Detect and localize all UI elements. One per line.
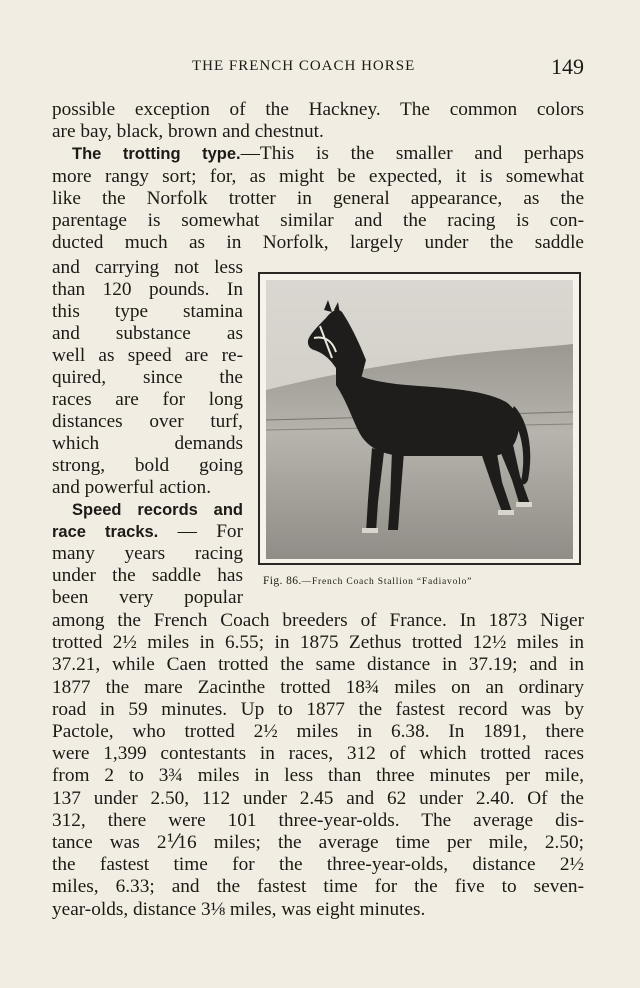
text-line: tance was 2⅟16 miles; the average time per mile, 2.50;	[52, 832, 584, 854]
text-line: road in 59 minutes. Up to 1877 the fastest record was by	[52, 698, 584, 720]
text-line: like the Norfolk trotter in general appearance, as the	[52, 187, 584, 209]
column-line	[52, 521, 243, 543]
text-line: 312, there were 101 three-year-olds. The average dis-	[52, 809, 584, 831]
text-fragment: —This is the smaller and perhaps	[240, 143, 584, 165]
column-line: than 120 pounds. In	[52, 279, 243, 300]
column-line: many years racing	[52, 543, 243, 564]
text-line: miles, 6.33; and the fastest time for the five to seven-	[52, 876, 584, 898]
section-heading-speed-line	[52, 499, 243, 521]
column-line: which demands	[52, 433, 243, 454]
page-number: 149	[551, 54, 584, 79]
figure-frame	[258, 272, 581, 565]
text-line: were 1,399 contestants in races, 312 of which trotted races	[52, 743, 584, 765]
text-line: possible exception of the Hackney. The common colors	[52, 99, 584, 120]
column-line: quired, since the	[52, 367, 243, 388]
column-line: this type stamina	[52, 301, 243, 322]
running-header	[52, 56, 584, 82]
horse-photograph	[266, 280, 573, 559]
column-line: races are for long	[52, 389, 243, 410]
column-line: under the saddle has	[52, 565, 243, 586]
column-line: been very popular	[52, 587, 243, 608]
column-line: well as speed are re-	[52, 345, 243, 366]
paragraph-speed-records	[52, 610, 584, 921]
text-line: 37.21, while Caen trotted the same distance in 37.19; and in	[52, 654, 584, 676]
text-line	[52, 143, 584, 165]
paragraph-colors	[52, 99, 584, 254]
horse-illustration	[266, 280, 573, 559]
column-line: and powerful action.	[52, 477, 212, 498]
column-line: distances over turf,	[52, 411, 243, 432]
text-line: year-olds, distance 3⅛ miles, was eight minutes.	[52, 898, 426, 920]
text-line: among the French Coach breeders of France. In 1873 Niger	[52, 610, 584, 631]
figure-caption	[263, 575, 593, 587]
text-line: 137 under 2.50, 112 under 2.45 and 62 under 2.40. Of the	[52, 787, 584, 809]
text-line: are bay, black, brown and chestnut.	[52, 121, 324, 143]
section-heading-speed: Speed records and	[72, 501, 243, 519]
text-line: the fastest time for the three-year-olds, distance 2½	[52, 854, 584, 876]
figure-caption-text: —French Coach Stallion “Fadiavolo”	[301, 577, 473, 587]
section-heading-speed-cont: race tracks.	[52, 523, 159, 541]
figure-label: Fig. 86.	[263, 575, 302, 587]
text-line: parentage is somewhat similar and the racing is con-	[52, 210, 584, 232]
text-line: ducted much as in Norfolk, largely under the saddle	[52, 232, 584, 254]
text-fragment: — For	[158, 521, 243, 542]
column-line: strong, bold going	[52, 455, 243, 476]
text-line: trotted 2½ miles in 6.55; in 1875 Zethus trotted 12½ miles in	[52, 632, 584, 654]
text-line: 1877 the mare Zacinthe trotted 18¾ miles on an ordinary	[52, 676, 584, 698]
text-line: Pactole, who trotted 2½ miles in 6.38. In 1891, there	[52, 721, 584, 743]
text-line: from 2 to 3¾ miles in less than three minutes per mile,	[52, 765, 584, 787]
text-line: more rangy sort; for, as might be expected, it is somewhat	[52, 165, 584, 187]
column-line: and carrying not less	[52, 257, 243, 278]
running-title: THE FRENCH COACH HORSE	[192, 58, 416, 74]
section-heading-trotting: The trotting type.	[72, 145, 241, 164]
column-line: and substance as	[52, 323, 243, 344]
